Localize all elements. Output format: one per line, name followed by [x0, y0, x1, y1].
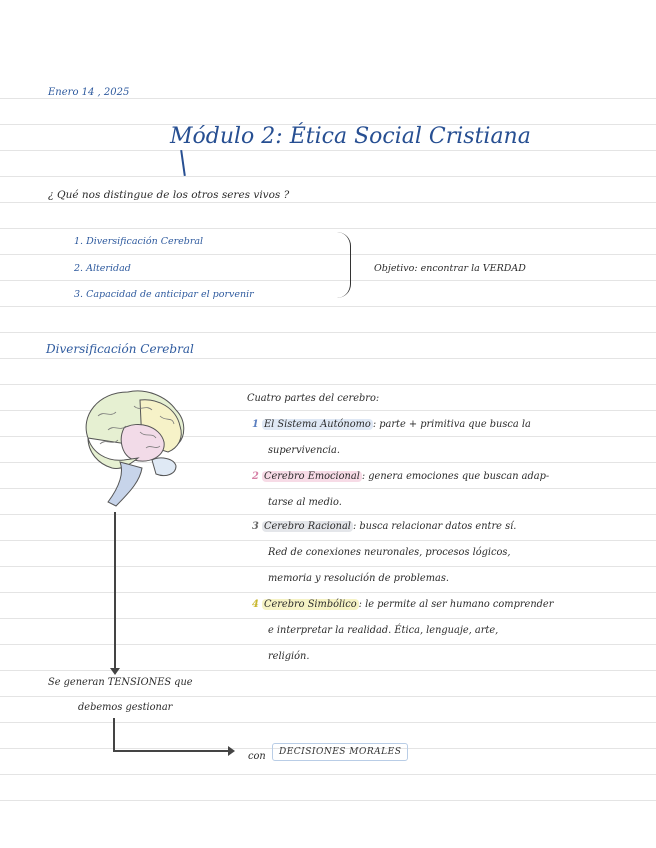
brain-part-1: [252, 420, 531, 430]
section-heading: Diversificación Cerebral: [46, 342, 194, 356]
list-item: 1. Diversificación Cerebral: [74, 236, 204, 247]
brain-illustration: [80, 386, 190, 508]
flow-line-elbow: [113, 718, 115, 750]
brain-part-4: [252, 600, 553, 610]
arrow-right-icon: [228, 746, 235, 756]
part-number: 1: [252, 419, 259, 430]
part-desc: : genera emociones que buscan adap-: [361, 471, 550, 482]
part-desc: : parte + primitiva que busca la: [372, 419, 531, 430]
page-title: Módulo 2: Ética Social Cristiana: [170, 124, 531, 149]
flow-line-vertical: [114, 512, 116, 672]
brain-part-2-cont: tarse al medio.: [268, 497, 342, 508]
part-number: 2: [252, 471, 259, 482]
objective-text: Objetivo: encontrar la VERDAD: [374, 263, 526, 274]
decisions-box: DECISIONES MORALES: [272, 743, 408, 761]
part-number: 4: [252, 599, 259, 610]
list-item: 3. Capacidad de anticipar el porvenir: [74, 289, 254, 300]
part-name: Cerebro Emocional: [263, 471, 360, 482]
brain-part-3-cont: memoria y resolución de problemas.: [268, 573, 449, 584]
part-desc: : busca relacionar datos entre sí.: [352, 521, 517, 532]
list-item: 2. Alteridad: [74, 263, 131, 274]
date: Enero 14 , 2025: [48, 87, 130, 98]
part-desc: : le permite al ser humano comprender: [358, 599, 554, 610]
brain-part-3: [252, 522, 516, 532]
curly-brace: [336, 232, 351, 298]
part-name: Cerebro Simbólico: [263, 599, 357, 610]
tension-text: Se generan TENSIONES que: [48, 677, 193, 688]
part-name: El Sistema Autónomo: [263, 419, 371, 430]
title-flourish: [180, 150, 186, 176]
tension-text-cont: debemos gestionar: [78, 702, 173, 713]
con-label: con: [248, 751, 266, 762]
part-number: 3: [252, 521, 259, 532]
brain-part-4-cont: e interpretar la realidad. Ética, lenguaje, arte,: [268, 625, 499, 636]
part-name: Cerebro Racional: [263, 521, 351, 532]
question-text: ¿ Qué nos distingue de los otros seres vivos ?: [48, 189, 290, 201]
brain-cerebellum: [152, 458, 176, 476]
flow-line-horizontal: [113, 750, 229, 752]
brain-part-3-cont: Red de conexiones neuronales, procesos lógicos,: [268, 547, 511, 558]
parts-intro: Cuatro partes del cerebro:: [247, 393, 380, 404]
brain-part-1-cont: supervivencia.: [268, 445, 340, 456]
arrow-down-icon: [110, 668, 120, 675]
brain-part-2: [252, 472, 549, 482]
brain-part-4-cont: religión.: [268, 651, 310, 662]
